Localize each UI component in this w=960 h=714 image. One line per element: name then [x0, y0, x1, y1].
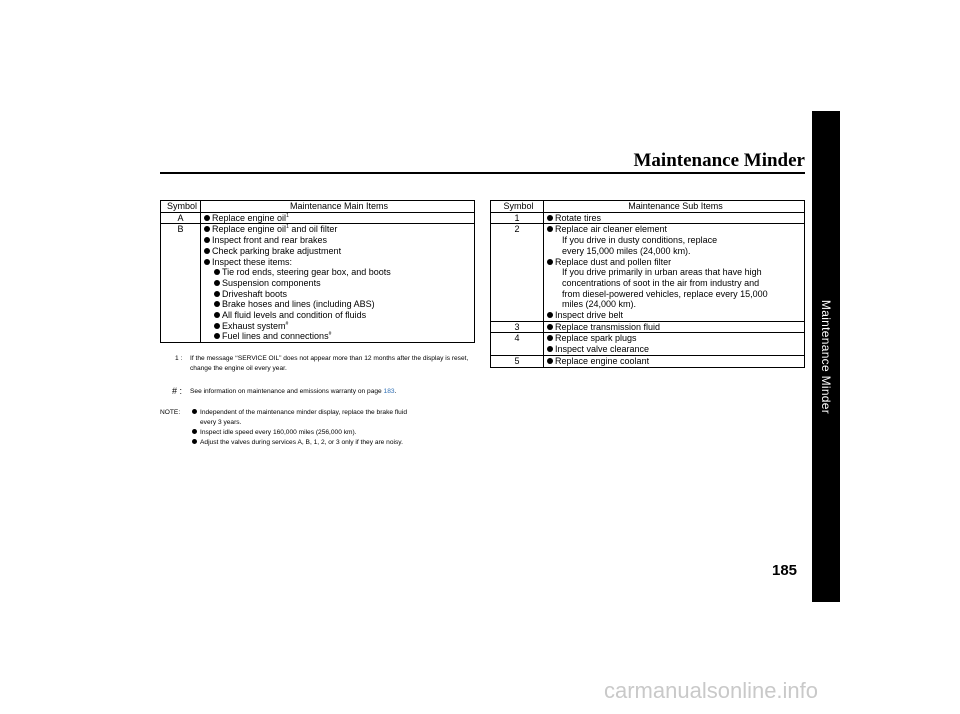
list-item: Inspect these items: — [204, 257, 474, 268]
list-item-detail: miles (24,000 km). — [562, 299, 637, 310]
list-item: Replace engine coolant — [547, 356, 804, 367]
bullet-icon — [547, 346, 553, 352]
bullet-icon — [547, 312, 553, 318]
bullet-icon — [214, 301, 220, 307]
side-tab-label: Maintenance Minder — [819, 299, 834, 414]
symbol-cell: 2 — [491, 224, 544, 321]
items-cell — [201, 224, 475, 343]
list-item: Suspension components — [204, 278, 474, 289]
title-rule — [160, 172, 805, 174]
list-item: Exhaust system# — [204, 321, 474, 332]
list-item: Replace dust and pollen filter — [547, 257, 804, 268]
note-item: Adjust the valves during services A, B, 1, 2, or 3 only if they are noisy. — [192, 438, 482, 448]
main-header-items: Maintenance Main Items — [201, 201, 475, 213]
sub-items-table — [490, 200, 805, 368]
bullet-icon — [547, 335, 553, 341]
bullet-icon — [204, 259, 210, 265]
note-label: NOTE: — [160, 409, 181, 416]
note-item-continued: every 3 years. — [200, 419, 242, 426]
bullet-icon — [547, 215, 553, 221]
list-item-detail: concentrations of soot in the air from industry and — [562, 277, 760, 288]
list-item-detail: from diesel-powered vehicles, replace every 15,000 — [562, 288, 768, 299]
bullet-icon — [192, 429, 197, 434]
note-item: Inspect idle speed every 160,000 miles (256,000 km). — [192, 428, 482, 438]
bullet-icon — [192, 439, 197, 444]
items-cell — [544, 224, 805, 321]
table-row — [161, 212, 475, 224]
table-row — [491, 321, 805, 333]
list-item: Fuel lines and connections# — [204, 331, 474, 342]
page-183-link[interactable]: 183 — [383, 388, 395, 395]
footnote-2: See information on maintenance and emissions warranty on page 183. — [190, 388, 397, 395]
items-cell — [544, 333, 805, 355]
symbol-cell: 5 — [491, 355, 544, 367]
footnote-1-text: If the message ‘‘SERVICE OIL’’ does not appear more than 12 months after the display is reset, change the engine oil every year. — [190, 355, 469, 372]
items-cell — [201, 212, 475, 224]
list-item-detail: If you drive in dusty conditions, replace — [562, 235, 718, 246]
table-row — [491, 212, 805, 224]
list-item: Rotate tires — [547, 213, 804, 224]
footnote-1-key: 1 : — [175, 355, 183, 362]
note-item: Independent of the maintenance minder display, replace the brake fluid — [192, 408, 482, 418]
list-item: Replace engine oil$^1$ and oil filter — [204, 224, 474, 235]
items-cell — [544, 212, 805, 224]
symbol-cell: 4 — [491, 333, 544, 355]
bullet-icon — [214, 323, 220, 329]
bullet-icon — [204, 226, 210, 232]
list-item: Replace air cleaner element — [547, 224, 804, 235]
items-cell — [544, 355, 805, 367]
list-item: Inspect valve clearance — [547, 344, 804, 355]
table-row — [491, 333, 805, 355]
list-item: Replace engine oil$^1$ — [204, 213, 474, 224]
bullet-icon — [214, 312, 220, 318]
watermark: carmanualsonline.info — [604, 678, 819, 703]
list-item-detail: If you drive primarily in urban areas that have high — [562, 267, 762, 278]
items-cell — [544, 321, 805, 333]
bullet-icon — [204, 237, 210, 243]
main-header-symbol: Symbol — [161, 201, 201, 213]
list-item: Tie rod ends, steering gear box, and boots — [204, 267, 474, 278]
symbol-cell: 3 — [491, 321, 544, 333]
list-item-detail: every 15,000 miles (24,000 km). — [562, 245, 691, 256]
table-row — [161, 224, 475, 343]
list-item: All fluid levels and condition of fluids — [204, 310, 474, 321]
list-item: Inspect drive belt — [547, 310, 804, 321]
note-list — [192, 408, 482, 448]
page-title: Maintenance Minder — [633, 150, 805, 171]
bullet-icon — [547, 358, 553, 364]
list-item: Brake hoses and lines (including ABS) — [204, 299, 474, 310]
symbol-cell: A — [161, 212, 201, 224]
bullet-icon — [204, 248, 210, 254]
table-row — [491, 224, 805, 321]
page-number: 185 — [772, 562, 798, 579]
bullet-icon — [547, 259, 553, 265]
bullet-icon — [547, 226, 553, 232]
list-item: Replace transmission fluid — [547, 322, 804, 333]
bullet-icon — [192, 409, 197, 414]
sub-header-symbol: Symbol — [491, 201, 544, 213]
sub-header-items: Maintenance Sub Items — [544, 201, 805, 213]
footnote-2-key: # : — [172, 386, 183, 396]
list-item: Driveshaft boots — [204, 289, 474, 300]
bullet-icon — [214, 269, 220, 275]
symbol-cell: 1 — [491, 212, 544, 224]
footnote-2-text: See information on maintenance and emissions warranty on page — [190, 388, 382, 395]
main-items-table — [160, 200, 475, 343]
bullet-icon — [547, 324, 553, 330]
bullet-icon — [214, 333, 220, 339]
list-item: Check parking brake adjustment — [204, 246, 474, 257]
table-row — [491, 355, 805, 367]
bullet-icon — [214, 291, 220, 297]
side-tab-label-wrap — [812, 111, 840, 602]
symbol-cell: B — [161, 224, 201, 343]
list-item: Inspect front and rear brakes — [204, 235, 474, 246]
bullet-icon — [204, 215, 210, 221]
bullet-icon — [214, 280, 220, 286]
list-item: Replace spark plugs — [547, 333, 804, 344]
